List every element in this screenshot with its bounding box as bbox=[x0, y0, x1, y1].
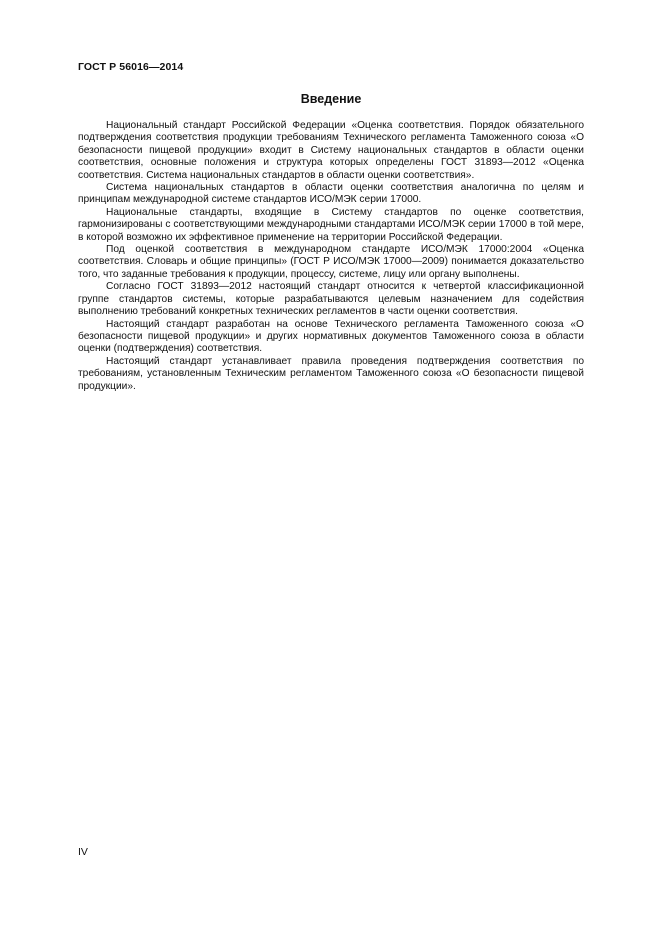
paragraph-2: Система национальных стандартов в области оценки соответствия аналогична по целям и принципам международной системе стандартов ИСО/МЭК серии 17000. bbox=[78, 182, 584, 206]
paragraph-6: Настоящий стандарт разработан на основе Технического регламента Таможенного союза «О безопасности пищевой продукции» и других нормативных документов Таможенного союза в области оценки (подтверждения) соответствия. bbox=[78, 318, 584, 355]
paragraph-5: Согласно ГОСТ 31893—2012 настоящий стандарт относится к четвертой классификационной группе стандартов системы, которые разрабатываются целевым назначением для содействия выполнению требований конкретных технических регламентов в части оценки соответствия. bbox=[78, 281, 584, 318]
paragraph-7: Настоящий стандарт устанавливает правила проведения подтверждения соответствия по требованиям, установленным Техническим регламентом Таможенного союза «О безопасности пищевой продукции». bbox=[78, 355, 584, 392]
paragraph-3: Национальные стандарты, входящие в Систему стандартов по оценке соответствия, гармонизированы с соответствующими международными стандартами ИСО/МЭК серии 17000 в той мере, в которой возможно их эффективное применение на территории Российской Федерации. bbox=[78, 206, 584, 243]
paragraph-4: Под оценкой соответствия в международном стандарте ИСО/МЭК 17000:2004 «Оценка соответствия. Словарь и общие принципы» (ГОСТ Р ИСО/МЭК 17000—2009) понимается доказательство того, что заданные требования к продукции, процессу, системе, лицу или органу выполнены. bbox=[78, 244, 584, 280]
section-title: Введение bbox=[300, 92, 362, 106]
document-code: ГОСТ Р 56016—2014 bbox=[78, 61, 184, 73]
body-text bbox=[78, 120, 584, 393]
paragraph-1: Национальный стандарт Российской Федерации «Оценка соответствия. Порядок обязательного подтверждения соответствия продукции требованиям Технического регламента Таможенного союза «О безопасности пищевой продукции» входит в Систему национальных стандартов в области оценки соответствия, основные положения и структура которых определены ГОСТ 31893—2012 «Оценка соответствия. Система национальных стандартов в области оценки соответствия». bbox=[78, 120, 584, 181]
page-number: IV bbox=[78, 846, 88, 858]
